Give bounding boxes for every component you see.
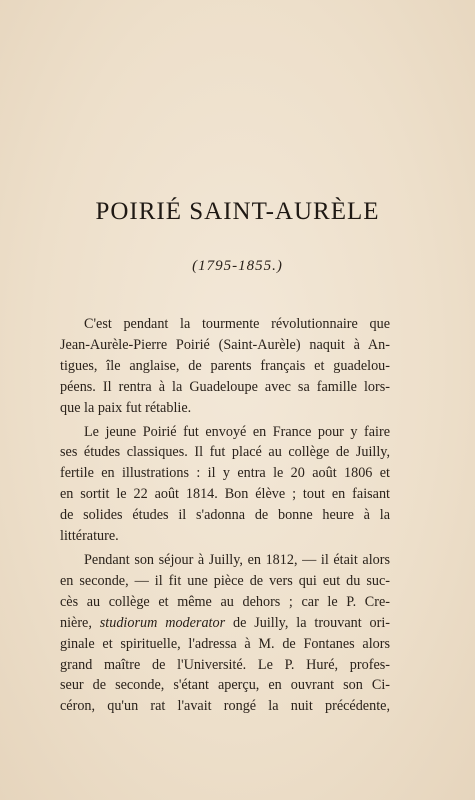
text-line: fertile en illustrations : il y entra le 20 août 1806 et — [60, 465, 390, 482]
text-line: tigues, île anglaise, de parents français et guadelou- — [60, 357, 390, 374]
paragraph-2 — [60, 422, 390, 547]
text-line: cès au collège et même au dehors ; car le P. Cre- — [60, 593, 390, 610]
page-title: POIRIÉ SAINT-AURÈLE — [95, 198, 380, 225]
text-line: ginale et spirituelle, l'adressa à M. de Fontanes alors — [60, 635, 390, 652]
text-line: seur de seconde, s'étant aperçu, en ouvrant son Ci- — [60, 677, 390, 694]
text-line: grand maître de l'Université. Le P. Huré, profes- — [60, 656, 390, 673]
text-line-mixed — [60, 613, 390, 634]
text-line: en seconde, — il fit une pièce de vers qui eut du suc- — [60, 572, 390, 589]
life-dates: (1795-1855.) — [192, 258, 283, 274]
text-segment: de Juilly, la trouvant ori- — [232, 614, 390, 631]
paragraph-1 — [60, 314, 390, 419]
body-text — [60, 314, 390, 720]
paragraph-3 — [60, 550, 390, 717]
text-line: de solides études il s'adonna de bonne heure à la — [60, 507, 390, 524]
text-line: que la paix fut rétablie. — [60, 399, 192, 416]
text-line: en sortit le 22 août 1814. Bon élève ; tout en faisant — [60, 486, 390, 503]
text-line: Jean-Aurèle-Pierre Poirié (Saint-Aurèle) naquit à An- — [60, 336, 390, 353]
text-line: ses études classiques. Il fut placé au collège de Juilly, — [60, 444, 390, 461]
text-line: céron, qu'un rat l'avait rongé la nuit précédente, — [60, 698, 390, 715]
text-line: littérature. — [60, 528, 119, 545]
text-line: Pendant son séjour à Juilly, en 1812, — il était alors — [84, 551, 390, 568]
text-line: Le jeune Poirié fut envoyé en France pour y faire — [84, 423, 390, 440]
text-segment: nière, — [60, 614, 92, 631]
text-line: C'est pendant la tourmente révolutionnaire que — [84, 316, 390, 332]
italic-latin-term: studiorum moderator — [99, 614, 226, 631]
text-line: péens. Il rentra à la Guadeloupe avec sa famille lors- — [60, 378, 390, 395]
